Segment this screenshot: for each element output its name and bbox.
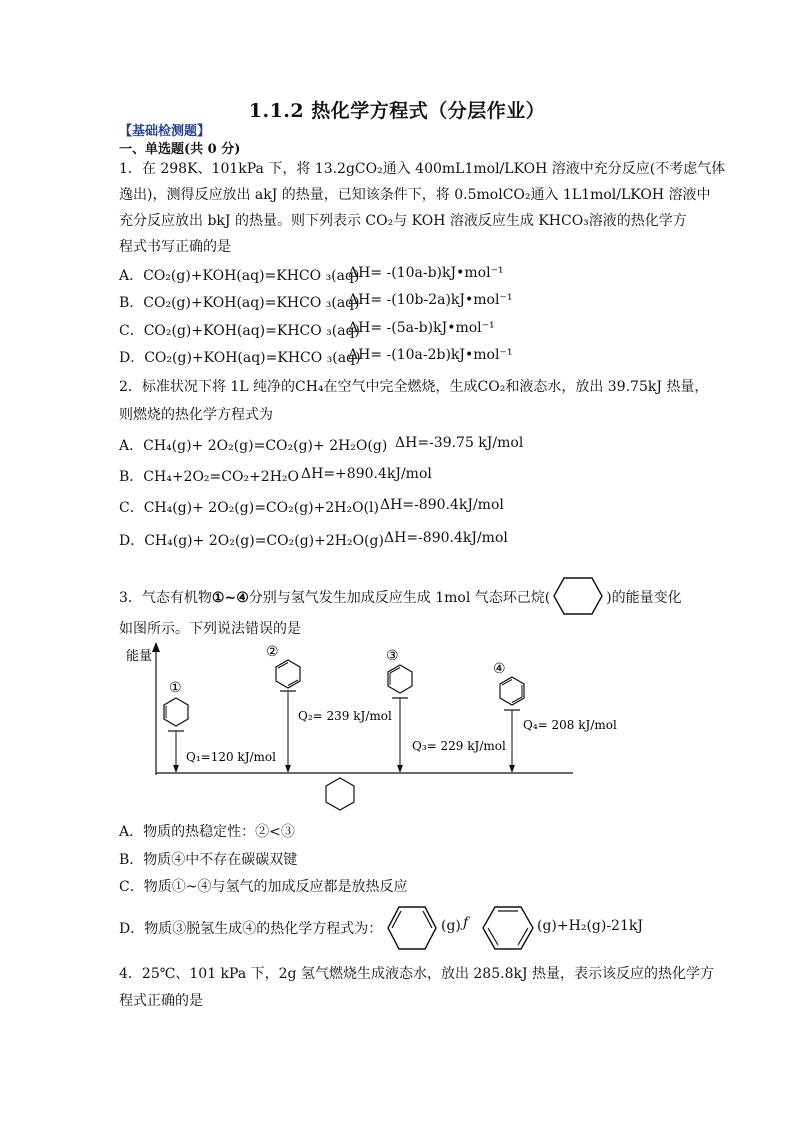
q2-option-a-dh: ΔH=-39.75 kJ/mol: [395, 435, 524, 451]
q1-line-1: 1．在 298K、101kPa 下，将 13.2gCO₂通入 400mL1mol/LKOH 溶液中充分反应(不考虑气体: [119, 161, 726, 177]
q2-option-c-dh: ΔH=-890.4kJ/mol: [380, 497, 504, 513]
label-1: ①: [169, 680, 182, 696]
q3-option-d-products: (g)+H₂(g)-21kJ: [537, 918, 643, 934]
q1-option-c-dh: ΔH= -(5a-b)kJ•mol⁻¹: [348, 320, 495, 336]
q2-option-d-dh: ΔH=-890.4kJ/mol: [384, 530, 508, 546]
q1-option-d: D．CO₂(g)+KOH(aq)=KHCO ₃(aq): [119, 350, 361, 366]
q1-line-4: 程式书写正确的是: [119, 239, 231, 255]
q1-option-a-dh: ΔH= -(10a-b)kJ•mol⁻¹: [348, 265, 504, 281]
molecule-2-structure: [276, 660, 300, 688]
label-2: ②: [266, 644, 279, 660]
q3-option-d-text: D．物质③脱氢生成④的热化学方程式为：: [119, 921, 383, 937]
energy-axis-arrow: [152, 642, 160, 652]
q3-option-d-state-1: (g): [441, 918, 461, 934]
subheading: 一、单选题(共 0 分): [119, 142, 241, 157]
q2-option-c: C．CH₄(g)+ 2O₂(g)=CO₂(g)+2H₂O(l): [119, 500, 379, 516]
q2-option-b: B．CH₄+2O₂=CO₂+2H₂O: [119, 469, 300, 485]
q3-option-c: C．物质①~④与氢气的加成反应都是放热反应: [119, 879, 408, 895]
q3-line-1-a: 3．气态有机物: [119, 590, 212, 606]
cyclohexane-inline-structure: [552, 576, 604, 616]
label-4: ④: [493, 661, 506, 677]
q2-line-1: 2．标准状况下将 1L 纯净的CH₄在空气中完全燃烧，生成CO₂和液态水，放出 39.75kJ 热量，: [119, 379, 709, 395]
q3-line-2: 如图所示。下列说法错误的是: [119, 621, 301, 637]
molecule-1-structure: [164, 698, 188, 726]
page-title: 1.1.2 热化学方程式（分层作业）: [248, 100, 546, 122]
q1-option-b: B．CO₂(g)+KOH(aq)=KHCO ₃(aq): [119, 295, 360, 311]
q4-line-2: 程式正确的是: [119, 993, 203, 1009]
q1-option-b-dh: ΔH= -(10b-2a)kJ•mol⁻¹: [348, 292, 513, 308]
molecule-4-structure: [500, 677, 524, 705]
section-label: 【基础检测题】: [119, 124, 211, 139]
cyclohexadiene-structure: [386, 905, 438, 951]
label-3: ③: [386, 648, 399, 664]
q1-energy: Q₁=120 kJ/mol: [186, 750, 276, 764]
cyclohexane-product-structure: [326, 778, 354, 810]
q1-line-3: 充分反应放出 bkJ 的热量。则下列表示 CO₂与 KOH 溶液反应生成 KHCO₃溶液的热化学方: [119, 213, 687, 229]
q2-option-a: A．CH₄(g)+ 2O₂(g)=CO₂(g)+ 2H₂O(g): [119, 438, 388, 454]
q4-energy: Q₄= 208 kJ/mol: [523, 718, 617, 732]
benzene-structure: [481, 905, 535, 951]
q3-line-1-b: ①~④: [211, 590, 249, 606]
q3-option-d: [119, 918, 382, 938]
q3-option-a: A．物质的热稳定性：②<③: [119, 824, 295, 840]
molecule-3-structure: [388, 665, 412, 693]
energy-diagram: [126, 640, 617, 815]
q4-line-1: 4．25℃、101 kPa 下，2g 氢气燃烧生成液态水，放出 285.8kJ 热量，表示该反应的热化学方: [119, 966, 715, 982]
q3-line-1-c: 分别与氢气发生加成反应生成 1mol 气态环己烷(: [248, 590, 551, 606]
energy-axis-label: 能量: [126, 649, 153, 664]
q2-energy: Q₂= 239 kJ/mol: [298, 709, 392, 723]
q3-option-b: B．物质④中不存在碳碳双键: [119, 852, 298, 868]
q2-option-b-dh: ΔH=+890.4kJ/mol: [301, 466, 432, 482]
q3-energy: Q₃= 229 kJ/mol: [412, 739, 506, 753]
q1-option-a: A．CO₂(g)+KOH(aq)=KHCO ₃(aq): [119, 268, 360, 284]
q1-option-d-dh: ΔH= -(10a-2b)kJ•mol⁻¹: [348, 347, 513, 363]
q1-option-c: C．CO₂(g)+KOH(aq)=KHCO ₃(aq): [119, 323, 361, 339]
q3-line-1: [119, 576, 682, 616]
q2-line-2: 则燃烧的热化学方程式为: [119, 407, 273, 423]
q3-option-d-equilibrium: ƒ: [463, 915, 469, 931]
q3-line-1-d: )的能量变化: [606, 590, 682, 606]
q2-option-d: D．CH₄(g)+ 2O₂(g)=CO₂(g)+2H₂O(g): [119, 533, 384, 549]
q1-line-2: 逸出)，测得反应放出 akJ 的热量，已知该条件下，将 0.5molCO₂通入 1L1mol/LKOH 溶液中: [119, 187, 711, 203]
